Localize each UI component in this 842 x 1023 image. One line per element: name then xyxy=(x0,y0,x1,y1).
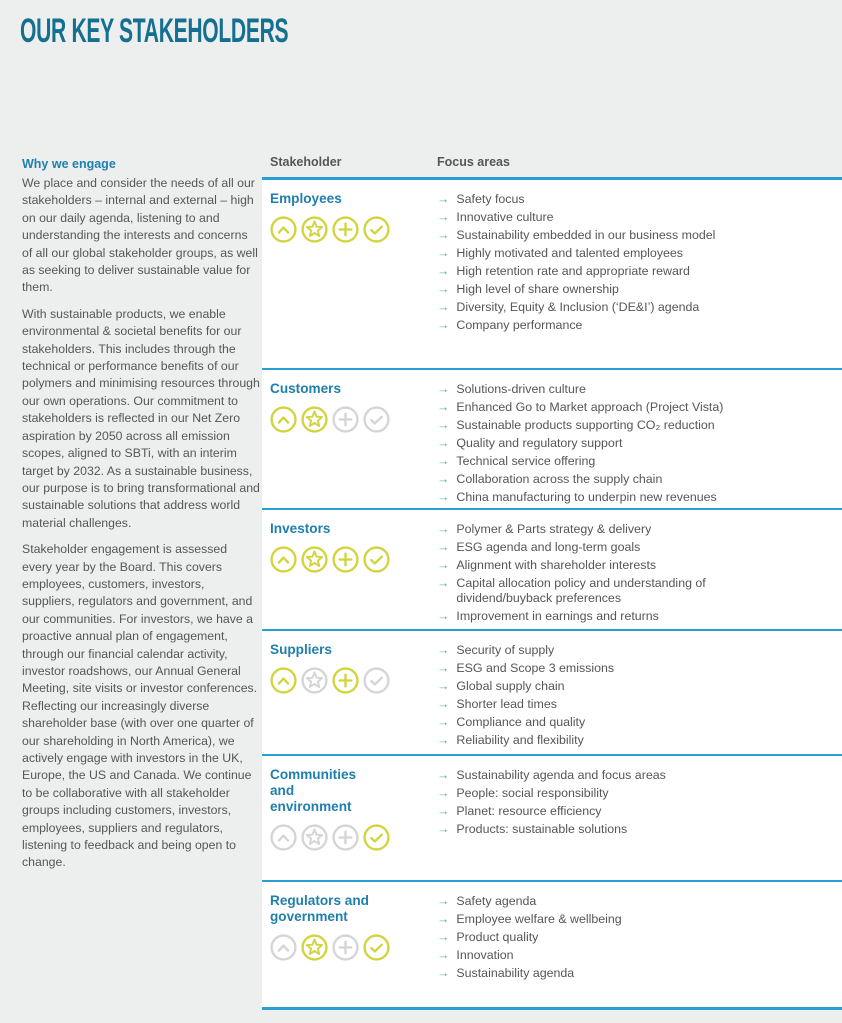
focus-area-text: High level of share ownership xyxy=(456,282,619,296)
focus-area-text: Reliability and flexibility xyxy=(456,733,584,747)
focus-area-text: Highly motivated and talented employees xyxy=(456,246,683,260)
arrow-right-icon: → xyxy=(437,930,450,944)
focus-areas-cell xyxy=(437,642,842,754)
plus-icon xyxy=(332,934,359,961)
arrow-right-icon: → xyxy=(437,490,450,504)
focus-area-item xyxy=(437,228,772,243)
focus-area-item xyxy=(437,436,772,451)
focus-area-item xyxy=(437,246,772,261)
focus-area-text: Product quality xyxy=(456,930,539,944)
focus-area-item xyxy=(437,912,772,927)
arrow-right-icon: → xyxy=(437,454,450,468)
focus-area-text: Alignment with shareholder interests xyxy=(456,558,657,572)
star-icon xyxy=(301,546,328,573)
focus-area-item xyxy=(437,679,772,694)
stakeholder-cell xyxy=(262,893,437,1007)
focus-area-item xyxy=(437,192,772,207)
arrow-right-icon: → xyxy=(437,246,450,260)
stakeholder-cell xyxy=(262,521,437,629)
arrow-right-icon: → xyxy=(437,643,450,657)
star-icon xyxy=(301,216,328,243)
focus-area-text: High retention rate and appropriate reward xyxy=(456,264,690,278)
stakeholder-row xyxy=(262,368,842,508)
stakeholder-row xyxy=(262,508,842,629)
arrow-right-icon: → xyxy=(437,318,450,332)
sidebar-paragraph: With sustainable products, we enable environmental & societal benefits for our stakeholders. This includes through the technical or performance benefits of our polymers and minimising resources through our own operations. Our commitment to stakeholders is reflected in our Net Zero aspiration by 2050 across all emission scopes, aligned to SBTi, with an interim target by 2032. As a sustainable business, our purpose is to bring transformational and sustainable solutions that address world material challenges. xyxy=(22,306,260,530)
chevron-up-icon xyxy=(270,216,297,243)
column-header-stakeholder: Stakeholder xyxy=(270,155,342,169)
stakeholder-rating-icons xyxy=(270,406,437,433)
check-icon xyxy=(363,216,390,243)
focus-area-text: Quality and regulatory support xyxy=(456,436,623,450)
why-we-engage-heading: Why we engage xyxy=(22,157,116,171)
arrow-right-icon: → xyxy=(437,522,450,536)
arrow-right-icon: → xyxy=(437,540,450,554)
column-header-focus-areas: Focus areas xyxy=(437,155,510,169)
chevron-up-icon xyxy=(270,406,297,433)
stakeholder-name: Regulators and government xyxy=(270,893,369,924)
plus-icon xyxy=(332,667,359,694)
focus-area-text: Innovation xyxy=(456,948,514,962)
focus-area-text: ESG agenda and long-term goals xyxy=(456,540,641,554)
focus-areas-list xyxy=(437,894,842,981)
focus-area-item xyxy=(437,382,772,397)
focus-area-text: Improvement in earnings and returns xyxy=(456,609,659,623)
focus-area-item xyxy=(437,300,772,315)
plus-icon xyxy=(332,216,359,243)
focus-area-item xyxy=(437,804,772,819)
stakeholder-cell xyxy=(262,767,437,880)
star-icon xyxy=(301,934,328,961)
focus-areas-cell xyxy=(437,191,842,368)
arrow-right-icon: → xyxy=(437,679,450,693)
focus-area-text: Employee welfare & wellbeing xyxy=(456,912,622,926)
focus-area-item xyxy=(437,643,772,658)
focus-area-text: Technical service offering xyxy=(456,454,596,468)
arrow-right-icon: → xyxy=(437,609,450,623)
focus-area-item xyxy=(437,576,772,606)
focus-area-item xyxy=(437,930,772,945)
table-header xyxy=(262,155,842,177)
stakeholder-rating-icons xyxy=(270,546,437,573)
focus-areas-cell xyxy=(437,767,842,880)
stakeholder-row xyxy=(262,180,842,368)
focus-area-item xyxy=(437,210,772,225)
arrow-right-icon: → xyxy=(437,894,450,908)
stakeholder-row xyxy=(262,629,842,754)
arrow-right-icon: → xyxy=(437,661,450,675)
focus-area-item xyxy=(437,822,772,837)
plus-icon xyxy=(332,824,359,851)
focus-area-item xyxy=(437,318,772,333)
focus-areas-cell xyxy=(437,521,842,629)
sidebar-paragraph: We place and consider the needs of all our stakeholders – internal and external – high on our daily agenda, listening to and understanding the interests and concerns of all our global stakeholder groups, as well as seeking to deliver sustainable value for them. xyxy=(22,176,258,295)
plus-icon xyxy=(332,546,359,573)
focus-area-text: Products: sustainable solutions xyxy=(456,822,628,836)
arrow-right-icon: → xyxy=(437,804,450,818)
focus-area-text: Shorter lead times xyxy=(456,697,557,711)
focus-areas-cell xyxy=(437,381,842,508)
stakeholder-name: Communities and environment xyxy=(270,767,357,814)
focus-area-item xyxy=(437,948,772,963)
stakeholder-name: Investors xyxy=(270,521,331,536)
arrow-right-icon: → xyxy=(437,210,450,224)
focus-area-text: Innovative culture xyxy=(456,210,554,224)
check-icon xyxy=(363,546,390,573)
star-icon xyxy=(301,406,328,433)
focus-area-text: Sustainability agenda and focus areas xyxy=(456,768,666,782)
focus-area-item xyxy=(437,715,772,730)
stakeholder-name: Customers xyxy=(270,381,342,396)
arrow-right-icon: → xyxy=(437,697,450,711)
stakeholder-rating-icons xyxy=(270,824,437,851)
focus-areas-cell xyxy=(437,893,842,1007)
stakeholder-rating-icons xyxy=(270,934,437,961)
focus-area-text: Company performance xyxy=(456,318,583,332)
focus-areas-list xyxy=(437,643,842,748)
focus-area-item xyxy=(437,697,772,712)
stakeholder-rating-icons xyxy=(270,216,437,243)
page-title: OUR KEY STAKEHOLDERS xyxy=(20,12,289,50)
stakeholder-table-body xyxy=(262,177,842,1010)
arrow-right-icon: → xyxy=(437,822,450,836)
check-icon xyxy=(363,824,390,851)
arrow-right-icon: → xyxy=(437,436,450,450)
focus-area-text: People: social responsibility xyxy=(456,786,609,800)
focus-area-text: Sustainability agenda xyxy=(456,966,575,980)
focus-area-item xyxy=(437,264,772,279)
focus-area-item xyxy=(437,966,772,981)
focus-area-item xyxy=(437,661,772,676)
stakeholder-cell xyxy=(262,191,437,368)
focus-area-text: Sustainability embedded in our business model xyxy=(456,228,716,242)
focus-area-item xyxy=(437,540,772,555)
arrow-right-icon: → xyxy=(437,966,450,980)
arrow-right-icon: → xyxy=(437,558,450,572)
plus-icon xyxy=(332,406,359,433)
focus-area-item xyxy=(437,609,772,624)
focus-area-text: Diversity, Equity & Inclusion (‘DE&I’) agenda xyxy=(456,300,700,314)
focus-area-text: Compliance and quality xyxy=(456,715,586,729)
stakeholder-table xyxy=(262,155,842,1010)
stakeholder-row xyxy=(262,754,842,880)
why-we-engage-section xyxy=(22,156,260,881)
arrow-right-icon: → xyxy=(437,228,450,242)
focus-area-text: Polymer & Parts strategy & delivery xyxy=(456,522,652,536)
arrow-right-icon: → xyxy=(437,382,450,396)
focus-area-text: Sustainable products supporting CO₂ reduction xyxy=(456,418,715,432)
arrow-right-icon: → xyxy=(437,264,450,278)
focus-area-text: Capital allocation policy and understanding of dividend/buyback preferences xyxy=(456,576,706,605)
arrow-right-icon: → xyxy=(437,768,450,782)
arrow-right-icon: → xyxy=(437,418,450,432)
star-icon xyxy=(301,667,328,694)
focus-area-item xyxy=(437,490,772,505)
focus-area-item xyxy=(437,400,772,415)
chevron-up-icon xyxy=(270,824,297,851)
arrow-right-icon: → xyxy=(437,733,450,747)
stakeholder-name: Employees xyxy=(270,191,342,206)
check-icon xyxy=(363,667,390,694)
focus-area-item xyxy=(437,894,772,909)
focus-area-text: Safety agenda xyxy=(456,894,537,908)
focus-areas-list xyxy=(437,192,842,333)
focus-area-item xyxy=(437,733,772,748)
stakeholder-cell xyxy=(262,642,437,754)
focus-area-text: China manufacturing to underpin new revenues xyxy=(456,490,717,504)
arrow-right-icon: → xyxy=(437,786,450,800)
arrow-right-icon: → xyxy=(437,192,450,206)
focus-area-item xyxy=(437,472,772,487)
arrow-right-icon: → xyxy=(437,282,450,296)
focus-area-text: Collaboration across the supply chain xyxy=(456,472,663,486)
stakeholder-row xyxy=(262,880,842,1007)
star-icon xyxy=(301,824,328,851)
focus-area-text: Solutions-driven culture xyxy=(456,382,586,396)
chevron-up-icon xyxy=(270,546,297,573)
chevron-up-icon xyxy=(270,667,297,694)
arrow-right-icon: → xyxy=(437,948,450,962)
focus-area-text: ESG and Scope 3 emissions xyxy=(456,661,615,675)
focus-area-text: Safety focus xyxy=(456,192,525,206)
focus-area-text: Planet: resource efficiency xyxy=(456,804,602,818)
arrow-right-icon: → xyxy=(437,576,450,590)
focus-area-item xyxy=(437,522,772,537)
focus-areas-list xyxy=(437,522,842,624)
focus-areas-list xyxy=(437,382,842,505)
focus-area-item xyxy=(437,454,772,469)
arrow-right-icon: → xyxy=(437,400,450,414)
check-icon xyxy=(363,934,390,961)
focus-area-item xyxy=(437,558,772,573)
focus-area-item xyxy=(437,418,772,433)
focus-area-item xyxy=(437,282,772,297)
focus-area-text: Enhanced Go to Market approach (Project Vista) xyxy=(456,400,724,414)
focus-area-text: Global supply chain xyxy=(456,679,565,693)
check-icon xyxy=(363,406,390,433)
focus-areas-list xyxy=(437,768,842,837)
arrow-right-icon: → xyxy=(437,715,450,729)
arrow-right-icon: → xyxy=(437,472,450,486)
focus-area-item xyxy=(437,786,772,801)
arrow-right-icon: → xyxy=(437,300,450,314)
stakeholder-rating-icons xyxy=(270,667,437,694)
sidebar-paragraph: Stakeholder engagement is assessed every year by the Board. This covers employees, customers, investors, suppliers, regulators and government, and our communities. For investors, we have a proactive annual plan of engagement, through our financial calendar activity, investor roadshows, our Annual General Meeting, site visits or investor conferences. Reflecting our increasingly diverse shareholder base (with over one quarter of our shareholding in North America), we actively engage with investors in the UK, Europe, the US and Canada. We continue to be collaborative with all stakeholder groups including customers, investors, employees, suppliers and regulators, listening to feedback and being open to change. xyxy=(22,542,258,870)
chevron-up-icon xyxy=(270,934,297,961)
focus-area-text: Security of supply xyxy=(456,643,555,657)
focus-area-item xyxy=(437,768,772,783)
stakeholder-cell xyxy=(262,381,437,508)
stakeholder-name: Suppliers xyxy=(270,642,332,657)
arrow-right-icon: → xyxy=(437,912,450,926)
